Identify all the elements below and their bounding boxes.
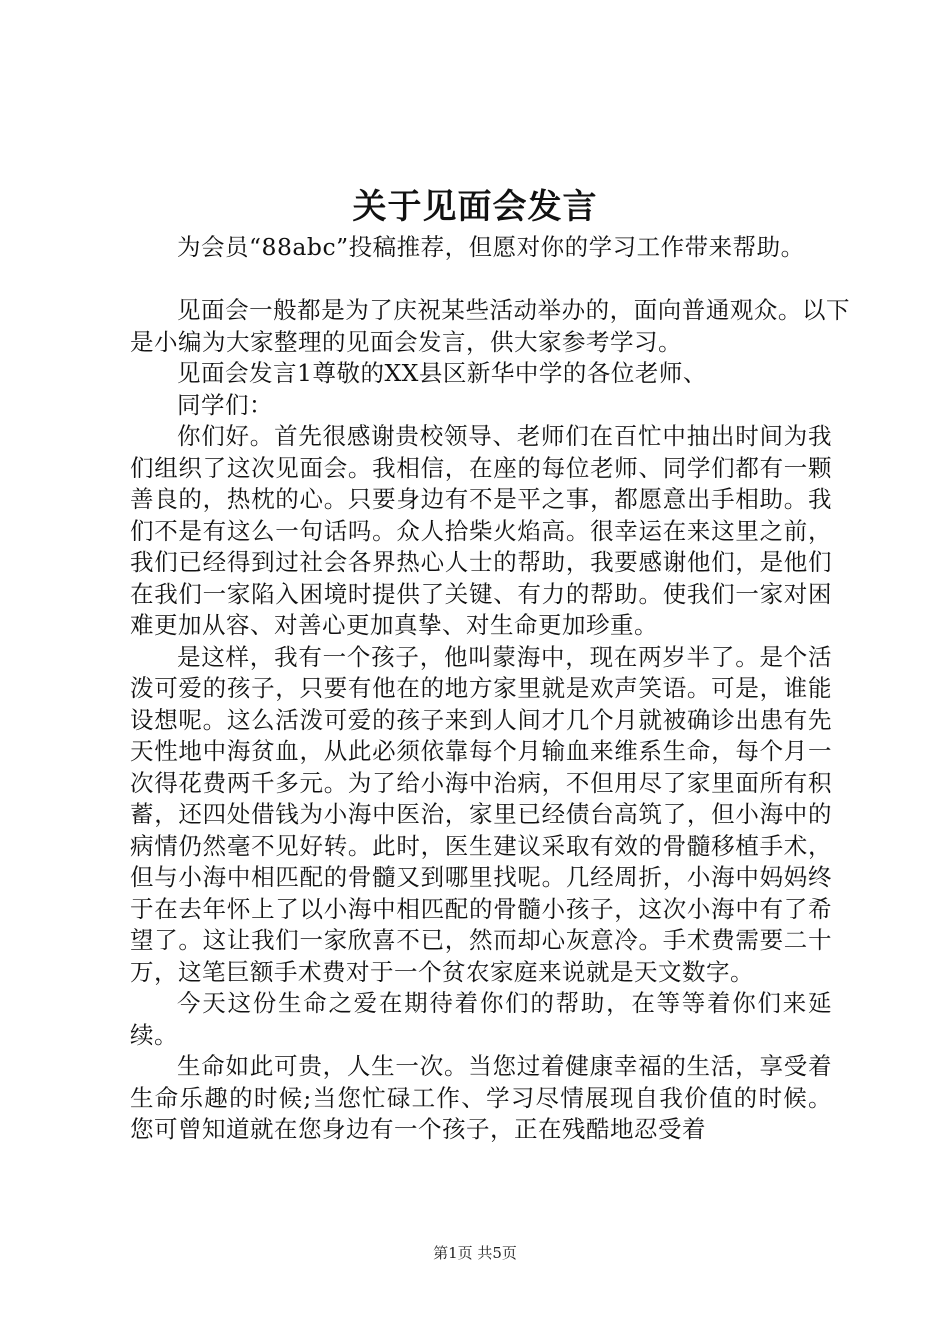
body-paragraph: 见面会发言1尊敬的XX县区新华中学的各位老师、 [177, 359, 707, 387]
body-paragraph: 生命如此可贵，人生一次。当您过着健康幸福的生活，享受着生命乐趣的时候;当您忙碌工作、学习尽情展现自我价值的时候。您可曾知道就在您身边有一个孩子，正在残酷地忍受着 [130, 1052, 832, 1143]
body-paragraph: 见面会一般都是为了庆祝某些活动举办的，面向普通观众。以下是小编为大家整理的见面会发言，供大家参考学习。 [130, 296, 850, 356]
body-paragraph: 今天这份生命之爱在期待着你们的帮助，在等等着你们来延续。 [130, 989, 832, 1049]
page-number-footer: 第1页 共5页 [433, 1244, 517, 1262]
body-paragraph: 你们好。首先很感谢贵校领导、老师们在百忙中抽出时间为我们组织了这次见面会。我相信，在座的每位老师、同学们都有一颗善良的，热枕的心。只要身边有不是平之事，都愿意出手相助。我们不是有这么一句话吗。众人拾柴火焰高。很幸运在来这里之前，我们已经得到过社会各界热心人士的帮助，我要感谢他们，是他们在我们一家陷入困境时提供了关键、有力的帮助。使我们一家对困难更加从容、对善心更加真挚、对生命更加珍重。 [130, 422, 832, 639]
body-paragraph: 同学们： [177, 390, 273, 419]
document-title: 关于见面会发言 [352, 187, 598, 227]
body-paragraph: 是这样，我有一个孩子，他叫蒙海中，现在两岁半了。是个活泼可爱的孩子，只要有他在的地方家里就是欢声笑语。可是，谁能设想呢。这么活泼可爱的孩子来到人间才几个月就被确诊出患有先天性地中海贫血，从此必须依靠每个月输血来维系生命，每个月一次得花费两千多元。为了给小海中治病，不但用尽了家里面所有积蓄，还四处借钱为小海中医治，家里已经债台高筑了，但小海中的病情仍然毫不见好转。此时，医生建议采取有效的骨髓移植手术，但与小海中相匹配的骨髓又到哪里找呢。几经周折，小海中妈妈终于在去年怀上了以小海中相匹配的骨髓小孩子，这次小海中有了希望了。这让我们一家欣喜不已，然而却心灰意冷。手术费需要二十万，这笔巨额手术费对于一个贫农家庭来说就是天文数字。 [130, 642, 832, 986]
recommendation-line: 为会员“88abc”投稿推荐，但愿对你的学习工作带来帮助。 [177, 233, 805, 261]
document-body [130, 232, 850, 1146]
